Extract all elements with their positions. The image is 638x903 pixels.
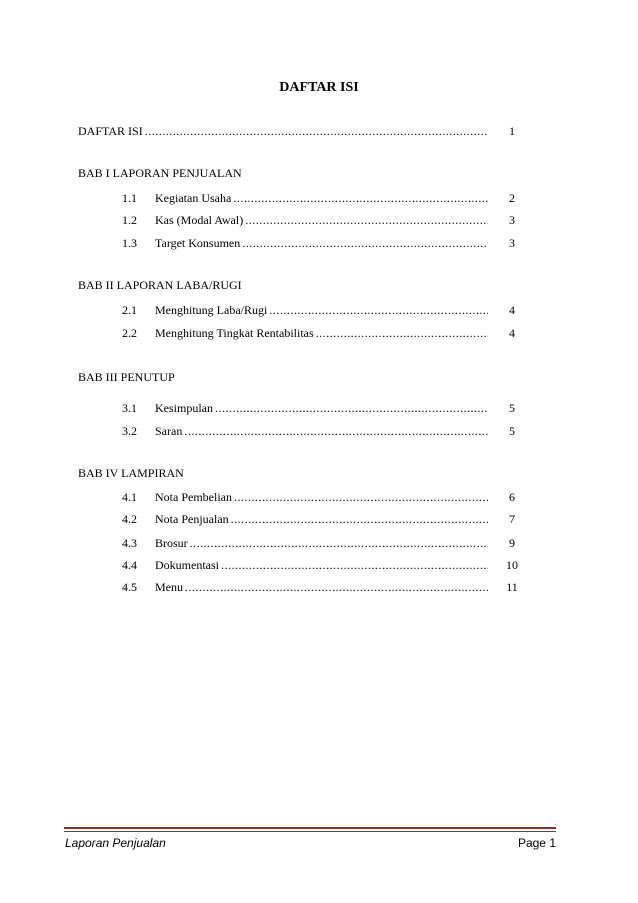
dot-leader (234, 488, 488, 506)
dot-leader (231, 510, 488, 528)
dot-leader (269, 301, 488, 319)
toc-entry-daftar-isi[interactable] (0, 122, 638, 140)
dot-leader (242, 234, 488, 252)
dot-leader (316, 324, 488, 342)
toc-page-number: 7 (509, 512, 515, 526)
toc-entry-label: Nota Pembelian (155, 490, 232, 504)
toc-entry-number: 4.4 (122, 558, 137, 572)
toc-entry-number: 1.2 (122, 213, 137, 227)
footer-rule-thin (64, 831, 556, 832)
dot-leader (221, 556, 488, 574)
dot-leader (145, 122, 488, 140)
toc-entry-number: 1.1 (122, 191, 137, 205)
toc-entry-number: 1.3 (122, 236, 137, 250)
toc-entry-label: Nota Penjualan (155, 512, 229, 526)
toc-entry-label: Saran (155, 424, 183, 438)
toc-page-number: 5 (509, 424, 515, 438)
toc-page-number: 3 (509, 236, 515, 250)
toc-entry-number: 4.2 (122, 512, 137, 526)
toc-entry[interactable] (0, 399, 638, 417)
toc-entry[interactable] (0, 488, 638, 506)
toc-page-number: 5 (509, 401, 515, 415)
toc-page-number: 2 (509, 191, 515, 205)
toc-entry[interactable] (0, 234, 638, 252)
toc-page-number: 4 (509, 303, 515, 317)
toc-entry-number: 4.1 (122, 490, 137, 504)
toc-page-number: 10 (506, 558, 518, 572)
toc-page-number: 11 (506, 580, 518, 594)
toc-entry-label: Menghitung Tingkat Rentabilitas (155, 326, 314, 340)
toc-entry-number: 3.1 (122, 401, 137, 415)
toc-entry-label: DAFTAR ISI (78, 124, 143, 138)
toc-entry-number: 4.3 (122, 536, 137, 550)
dot-leader (190, 534, 488, 552)
toc-entry[interactable] (0, 189, 638, 207)
toc-entry[interactable] (0, 422, 638, 440)
toc-entry-number: 2.1 (122, 303, 137, 317)
footer-rule (64, 827, 556, 829)
footer-document-title: Laporan Penjualan (65, 836, 166, 850)
dot-leader (245, 211, 488, 229)
toc-entry[interactable] (0, 534, 638, 552)
toc-page-number: 4 (509, 326, 515, 340)
toc-entry-label: Menu (155, 580, 183, 594)
dot-leader (233, 189, 488, 207)
chapter-heading-bab-2: BAB II LAPORAN LABA/RUGI (78, 278, 242, 292)
toc-page-number: 3 (509, 213, 515, 227)
toc-entry[interactable] (0, 556, 638, 574)
toc-entry-number: 2.2 (122, 326, 137, 340)
toc-entry-label: Dokumentasi (155, 558, 219, 572)
toc-page-number: 9 (509, 536, 515, 550)
toc-entry-label: Brosur (155, 536, 188, 550)
toc-entry[interactable] (0, 324, 638, 342)
dot-leader (185, 578, 488, 596)
toc-entry[interactable] (0, 578, 638, 596)
toc-page-number: 6 (509, 490, 515, 504)
chapter-heading-bab-3: BAB III PENUTUP (78, 370, 175, 384)
chapter-heading-bab-1: BAB I LAPORAN PENJUALAN (78, 166, 242, 180)
dot-leader (184, 422, 488, 440)
toc-entry-label: Target Konsumen (155, 236, 241, 250)
toc-entry-label: Kas (Modal Awal) (155, 213, 244, 227)
toc-page-number: 1 (509, 124, 515, 138)
chapter-heading-bab-4: BAB IV LAMPIRAN (78, 466, 184, 480)
toc-entry-number: 3.2 (122, 424, 137, 438)
toc-entry[interactable] (0, 301, 638, 319)
toc-entry[interactable] (0, 510, 638, 528)
toc-entry-number: 4.5 (122, 580, 137, 594)
page-title: DAFTAR ISI (279, 80, 359, 95)
toc-entry-label: Kegiatan Usaha (155, 191, 232, 205)
dot-leader (215, 399, 488, 417)
toc-entry[interactable] (0, 211, 638, 229)
toc-entry-label: Kesimpulan (155, 401, 213, 415)
footer-page-number: Page 1 (517, 836, 556, 850)
toc-entry-label: Menghitung Laba/Rugi (155, 303, 268, 317)
